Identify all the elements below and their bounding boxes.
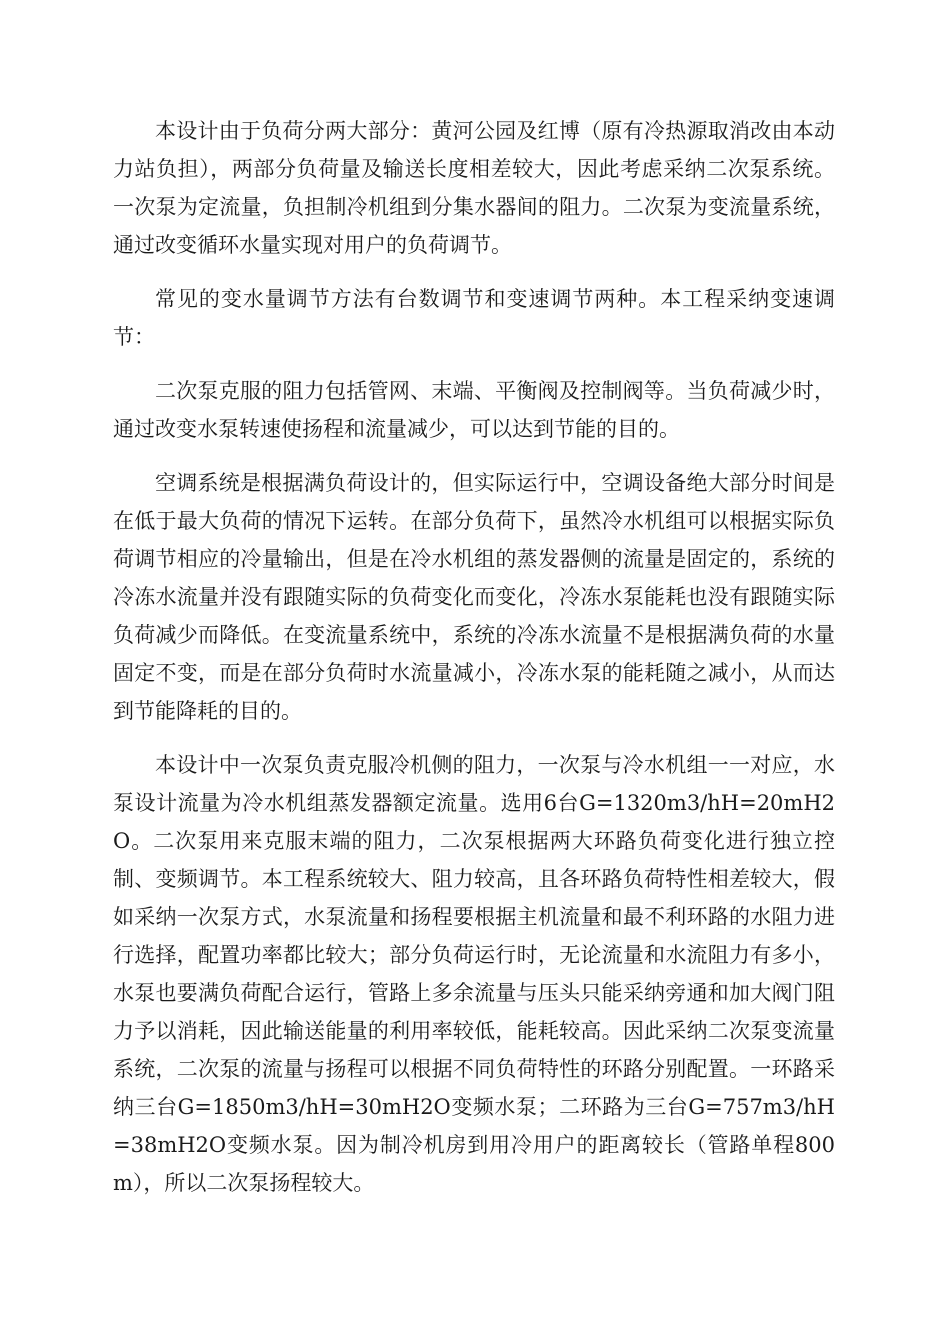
- paragraph-adjustment-methods: 常见的变水量调节方法有台数调节和变速调节两种。本工程采纳变速调节：: [113, 287, 835, 349]
- paragraph-secondary-pump-resistance: 二次泵克服的阻力包括管网、末端、平衡阀及控制阀等。当负荷减少时，通过改变水泵转速使扬程和流量减少，可以达到节能的目的。: [113, 379, 835, 441]
- document-body: [113, 112, 835, 1218]
- paragraph-load-division: 本设计由于负荷分两大部分：黄河公园及红博（原有冷热源取消改由本动力站负担），两部分负荷量及输送长度相差较大，因此考虑采纳二次泵系统。一次泵为定流量，负担制冷机组到分集水器间的阻力。二次泵为变流量系统，通过改变循环水量实现对用户的负荷调节。: [113, 119, 835, 257]
- paragraph-variable-flow-rationale: 空调系统是根据满负荷设计的，但实际运行中，空调设备绝大部分时间是在低于最大负荷的情况下运转。在部分负荷下，虽然冷水机组可以根据实际负荷调节相应的冷量输出，但是在冷水机组的蒸发器侧的流量是固定的，系统的冷冻水流量并没有跟随实际的负荷变化而变化，冷冻水泵能耗也没有跟随实际负荷减少而降低。在变流量系统中，系统的冷冻水流量不是根据满负荷的水量固定不变，而是在部分负荷时水流量减小，冷冻水泵的能耗随之减小，从而达到节能降耗的目的。: [113, 471, 835, 723]
- paragraph-pump-selection: 本设计中一次泵负责克服冷机侧的阻力，一次泵与冷水机组一一对应，水泵设计流量为冷水机组蒸发器额定流量。选用6台G=1320m3/hH=20mH2O。二次泵用来克服末端的阻力，二次泵根据两大环路负荷变化进行独立控制、变频调节。本工程系统较大、阻力较高，且各环路负荷特性相差较大，假如采纳一次泵方式，水泵流量和扬程要根据主机流量和最不利环路的水阻力进行选择，配置功率都比较大；部分负荷运行时，无论流量和水流阻力有多小，水泵也要满负荷配合运行，管路上多余流量与压头只能采纳旁通和加大阀门阻力予以消耗，因此输送能量的利用率较低，能耗较高。因此采纳二次泵变流量系统，二次泵的流量与扬程可以根据不同负荷特性的环路分别配置。一环路采纳三台G=1850m3/hH=30mH2O变频水泵；二环路为三台G=757m3/hH=38mH2O变频水泵。因为制冷机房到用冷用户的距离较长（管路单程800m），所以二次泵扬程较大。: [113, 753, 835, 1195]
